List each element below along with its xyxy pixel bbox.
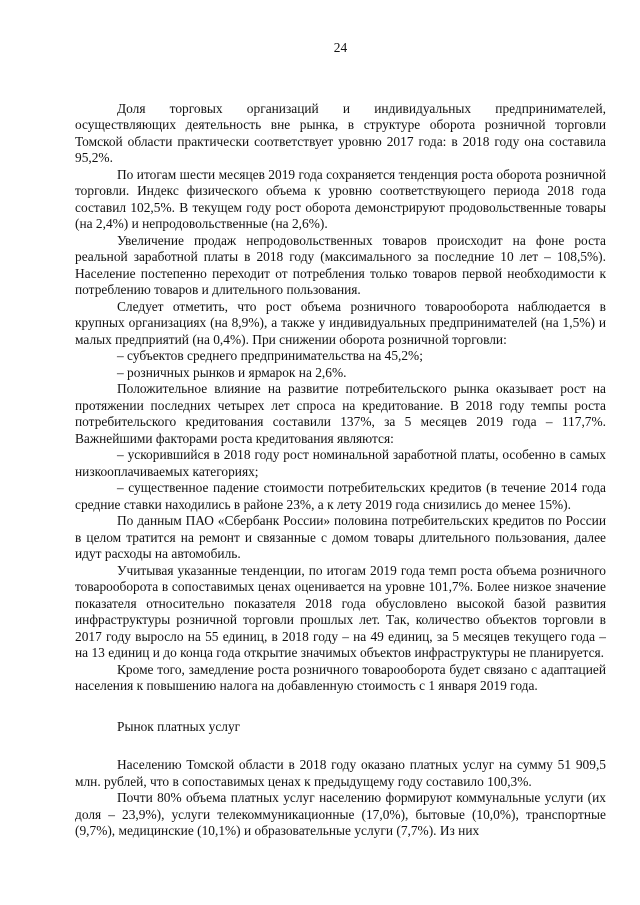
paragraph-credit-demand: Положительное влияние на развитие потребительского рынка оказывает рост на протяжении последних четырех лет спроса на кредитование. В 2018 году темпы роста потребительского кредитования составили 137%, за 5 месяцев 2019 года – 117,7%. Важнейшими факторами роста кредитования являются: bbox=[75, 381, 606, 446]
list-item-medium-business: – субъектов среднего предпринимательства на 45,2%; bbox=[117, 348, 423, 363]
paragraph-organization-growth: Следует отметить, что рост объема розничного товарооборота наблюдается в крупных организациях (на 8,9%), а также у индивидуальных предпринимателей (на 1,5%) и малых предприятий (на 0,4%). При снижении оборота розничной торговли: bbox=[75, 298, 606, 347]
list-item-wage-growth: – ускорившийся в 2018 году рост номинальной заработной платы, особенно в самых низкооплачиваемых категориях; bbox=[75, 447, 606, 479]
paragraph-paid-services-volume: Населению Томской области в 2018 году оказано платных услуг на сумму 51 909,5 млн. рублей, что в сопоставимых ценах к предыдущему году составило 100,3%. bbox=[75, 757, 606, 789]
page-number: 24 bbox=[333, 40, 348, 55]
paragraph-six-months: По итогам шести месяцев 2019 года сохраняется тенденция роста оборота розничной торговли. Индекс физического объема к уровню соответствующего периода 2018 года составил 102,5%. В текущем году рост оборота демонстрируют продовольственные товары (на 2,4%) и непродовольственные (на 2,6%). bbox=[75, 166, 606, 231]
list-item-retail-markets: – розничных рынков и ярмарок на 2,6%. bbox=[117, 364, 347, 380]
paragraph-retail-share: Доля торговых организаций и индивидуальных предпринимателей, осуществляющих деятельность вне рынка, в структуре оборота розничной торговли Томской области практически соответствует уровню 2017 года: в 2018 году она составила 95,2%. bbox=[75, 100, 606, 165]
paragraph-paid-services-structure: Почти 80% объема платных услуг населению формируют коммунальные услуги (их доля – 23,9%), услуги телекоммуникационные (17,0%), бытовые (10,0%), транспортные (9,7%), медицинские (10,1%) и образовательные услуги (7,7%). Из них bbox=[75, 790, 606, 838]
paragraph-forecast: Учитывая указанные тенденции, по итогам 2019 года темп роста объема розничного товарооборота в сопоставимых ценах оценивается на уровне 101,7%. Более низкое значение показателя относительно показателя 2018 года обусловлено высокой базой развития инфраструктуры розничной торговли прошлых лет. Так, количество объектов торговли в 2017 году выросло на 55 единиц, в 2018 году – на 49 единиц, за 5 месяцев текущего года – на 13 единиц и до конца года открытие значимых объектов инфраструктуры не планируется. bbox=[75, 562, 606, 660]
paragraph-nonfood-sales: Увеличение продаж непродовольственных товаров происходит на фоне роста реальной заработной платы в 2018 году (максимального за последние 10 лет – 108,5%). Население постепенно переходит от потребления только товаров первой необходимости к потреблению товаров и длительного пользования. bbox=[75, 232, 606, 297]
paragraph-vat: Кроме того, замедление роста розничного товарооборота будет связано с адаптацией населения к повышению налога на добавленную стоимость с 1 января 2019 года. bbox=[75, 661, 606, 693]
section-heading-paid-services: Рынок платных услуг bbox=[117, 718, 241, 734]
list-item-credit-cost: – существенное падение стоимости потребительских кредитов (в течение 2014 года средние ставки находились в районе 23%, а к лету 2019 года снизились до менее 15%). bbox=[75, 480, 606, 512]
paragraph-sberbank: По данным ПАО «Сбербанк России» половина потребительских кредитов по России в целом тратится на ремонт и связанные с домом товары длительного пользования, далее идут расходы на автомобиль. bbox=[75, 513, 606, 561]
